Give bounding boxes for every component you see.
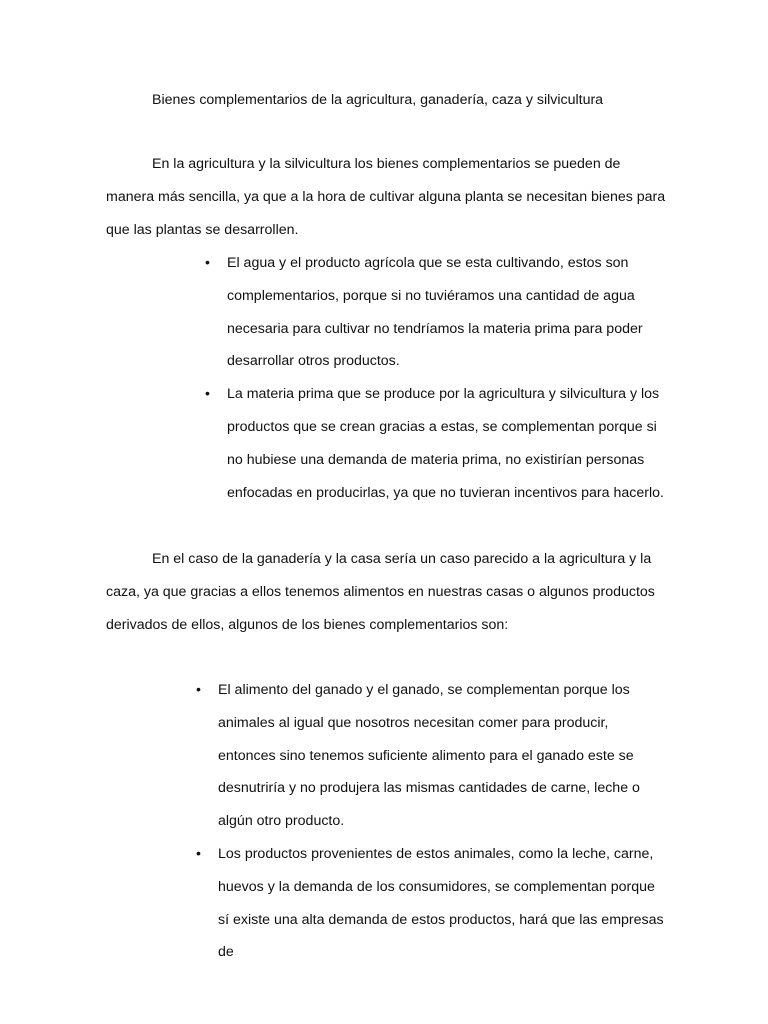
list-item-text: El agua y el producto agrícola que se esta cultivando, estos son complementarios, porque si no tuviéramos una cantidad de agua necesaria para cultivar no tendríamos la materia prima para poder desarrollar otros productos. xyxy=(227,255,643,370)
bullet-icon: • xyxy=(196,682,201,698)
bullet-list-agriculture xyxy=(205,247,667,509)
list-item-text: El alimento del ganado y el ganado, se complementan porque los animales al igual que nosotros necesitan comer para producir, entonces sino tenemos suficiente alimento para el ganado este se desnutriría y no produjera las mismas cantidades de carne, leche o algún otro producto. xyxy=(218,682,640,830)
document-title: Bienes complementarios de la agricultura, ganadería, caza y silvicultura xyxy=(152,92,604,108)
list-item-text: Los productos provenientes de estos animales, como la leche, carne, huevos y la demanda de los consumidores, se complementan porque sí existe una alta demanda de estos productos, hará que las empresas de xyxy=(218,845,664,961)
bullet-list-livestock xyxy=(196,674,668,969)
paragraph-agriculture: En la agricultura y la silvicultura los bienes complementarios se pueden de manera más sencilla, ya que a la hora de cultivar alguna planta se necesitan bienes para que las plantas se desarrollen. xyxy=(106,156,666,238)
list-item xyxy=(205,378,667,509)
bullet-icon: • xyxy=(196,845,201,862)
list-item xyxy=(205,247,667,378)
list-item xyxy=(196,838,668,969)
bullet-icon: • xyxy=(205,386,210,403)
paragraph-livestock: En el caso de la ganadería y la casa sería un caso parecido a la agricultura y la caza, ya que gracias a ellos tenemos alimentos en nuestras casas o algunos productos derivados de ellos, algunos de los bienes complementarios son: xyxy=(106,551,655,633)
list-item-text: La materia prima que se produce por la agricultura y silvicultura y los productos que se crean gracias a estas, se complementan porque si no hubiese una demanda de materia prima, no existirían personas enfocadas en producirlas, ya que no tuvieran incentivos para hacerlo. xyxy=(227,386,664,501)
bullet-icon: • xyxy=(205,255,210,271)
list-item xyxy=(196,674,668,838)
